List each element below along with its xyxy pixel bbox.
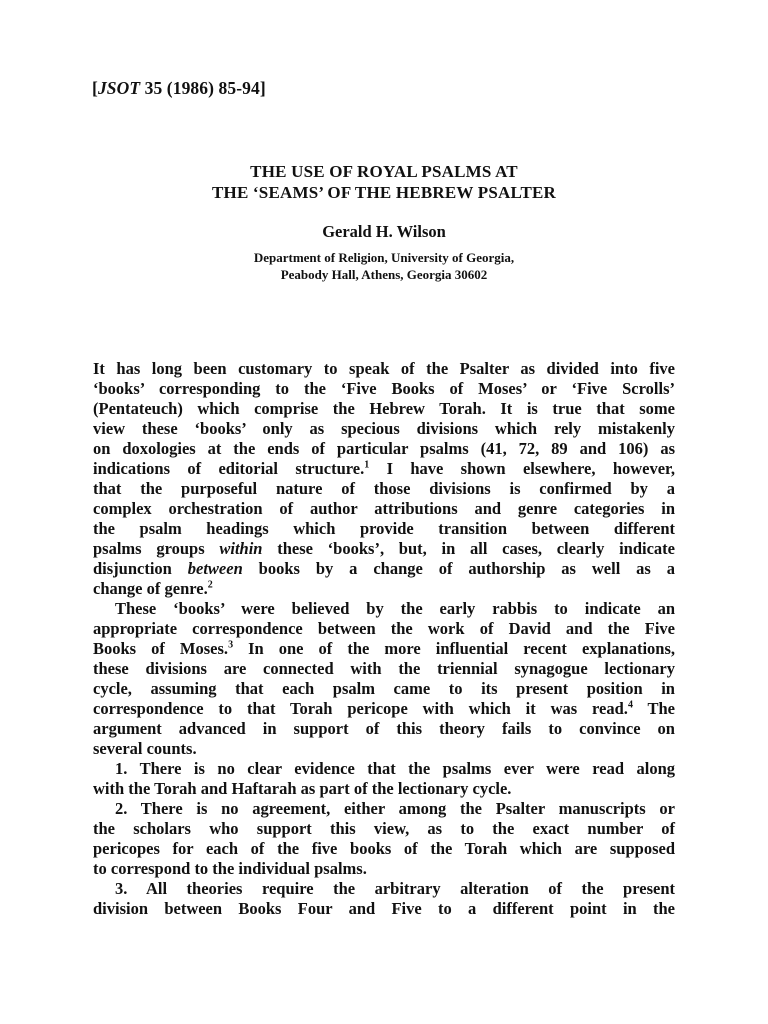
text-line: It has long been customary to speak of the Psalter as divided into five [93,359,675,378]
paragraph-point-3 [93,879,675,919]
article-body [93,359,675,919]
text-segment: The [632,699,675,718]
citation-open-bracket: [ [92,78,98,98]
text-line: These ‘books’ were believed by the early rabbis to indicate an [115,599,675,618]
text-line: the scholars who support this view, as to the exact number of [93,819,675,838]
text-segment: In one of the more influential recent explanations, [233,639,676,658]
text-line: (Pentateuch) which comprise the Hebrew Torah. It is true that some [93,399,675,418]
journal-abbreviation: JSOT [97,78,141,98]
text-line [93,559,675,579]
affiliation-line-1: Department of Religion, University of Georgia, [253,250,515,265]
text-line: complex orchestration of author attributions and genre categories in [93,499,675,518]
text-line [93,459,675,479]
text-line: 3. All theories require the arbitrary alteration of the present [115,879,675,898]
author-name: Gerald H. Wilson [322,222,446,241]
text-line: with the Torah and Haftarah as part of the lectionary cycle. [93,779,512,798]
text-segment: indications of editorial structure. [93,459,365,478]
text-segment: I have shown elsewhere, however, [369,459,675,478]
journal-citation [92,78,266,99]
text-segment: Books of Moses. [93,639,229,658]
text-line: view these ‘books’ only as specious divisions which rely mistakenly [93,419,675,438]
article-title-line-1: THE USE OF ROYAL PSALMS AT [250,162,518,181]
text-line: these divisions are connected with the triennial synagogue lectionary [93,659,675,678]
text-line [93,579,675,599]
text-line: appropriate correspondence between the work of David and the Five [93,619,675,638]
text-segment: these ‘books’, but, in all cases, clearly indicate [262,539,675,558]
text-segment: disjunction [93,559,188,578]
text-segment: correspondence to that Torah pericope with which it was read. [93,699,628,718]
text-line: several counts. [93,739,197,758]
text-line: division between Books Four and Five to a different point in the [93,899,675,918]
text-line: argument advanced in support of this theory fails to convince on [93,719,675,738]
footnote-marker-4: 4 [627,699,633,711]
affiliation-line-2: Peabody Hall, Athens, Georgia 30602 [280,267,488,282]
paragraph-2 [93,599,675,759]
text-segment: books by a change of authorship as well as a [242,559,675,578]
text-line: the psalm headings which provide transition between different [93,519,675,538]
paragraph-point-2 [93,799,675,879]
footnote-marker-1: 1 [364,459,370,471]
emphasis-between: between [187,559,243,578]
text-segment: psalms groups [93,539,220,558]
text-line: ‘books’ corresponding to the ‘Five Books of Moses’ or ‘Five Scrolls’ [93,379,675,398]
text-line: that the purposeful nature of those divisions is confirmed by a [93,479,675,498]
text-line: pericopes for each of the five books of the Torah which are supposed [93,839,675,858]
article-title-line-2: THE ‘SEAMS’ OF THE HEBREW PSALTER [211,183,556,202]
text-segment: change of genre. [93,579,208,598]
text-line: cycle, assuming that each psalm came to its present position in [93,679,675,698]
text-line: on doxologies at the ends of particular psalms (41, 72, 89 and 106) as [93,439,675,458]
text-line: 1. There is no clear evidence that the psalms ever were read along [115,759,675,778]
citation-volume-pages: 35 (1986) 85-94] [140,78,266,98]
footnote-marker-2: 2 [207,579,213,591]
emphasis-within: within [219,539,263,558]
paragraph-point-1 [93,759,675,799]
paragraph-1 [93,359,675,599]
text-line [93,639,675,659]
text-line [93,539,675,559]
footnote-marker-3: 3 [228,639,234,651]
text-line [93,699,675,719]
text-line: 2. There is no agreement, either among the Psalter manuscripts or [115,799,675,818]
text-line: to correspond to the individual psalms. [93,859,367,878]
